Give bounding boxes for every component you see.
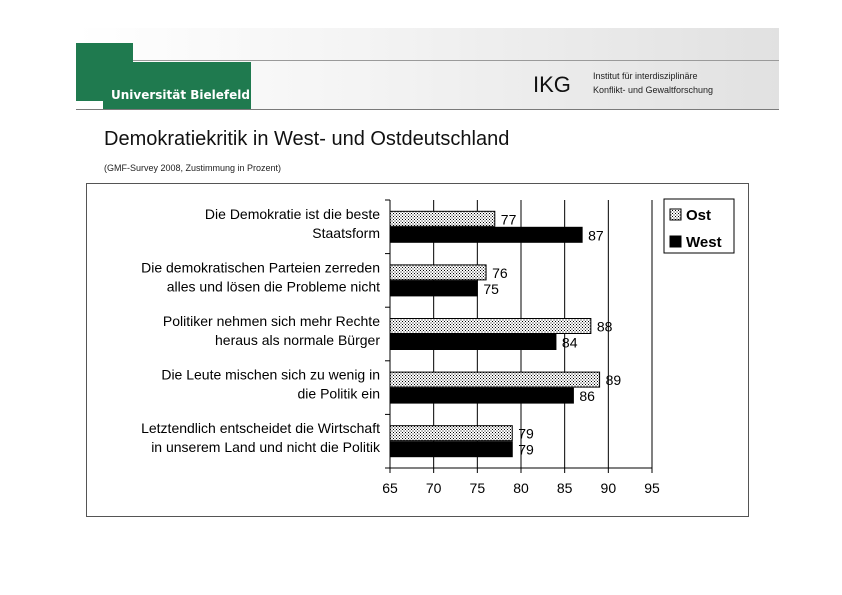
bar-west (390, 281, 477, 296)
legend-label: Ost (686, 207, 712, 224)
x-tick-label: 80 (513, 480, 529, 496)
bar-ost (390, 372, 600, 387)
slide-subtitle: (GMF-Survey 2008, Zustimmung in Prozent) (104, 163, 282, 173)
x-tick-label: 70 (425, 480, 442, 496)
category-label: Die Demokratie ist die beste (204, 205, 380, 222)
data-label: 86 (579, 388, 595, 405)
bar-ost (390, 319, 591, 334)
x-tick-label: 65 (382, 480, 398, 496)
data-label: 88 (596, 318, 613, 335)
bar-ost (390, 211, 495, 226)
data-label: 76 (492, 264, 508, 281)
x-tick-label: 95 (644, 480, 660, 496)
institute-name-line2: Konflikt- und Gewaltforschung (593, 85, 714, 95)
x-tick-label: 85 (556, 480, 573, 496)
category-label: heraus als normale Bürger (215, 332, 380, 348)
x-tick-label: 75 (469, 480, 486, 496)
data-label: 77 (500, 211, 517, 228)
bar-ost (390, 265, 486, 280)
university-logo-text: Universität Bielefeld (111, 88, 250, 102)
category-label: die Politik ein (297, 385, 380, 402)
category-label: in unserem Land und nicht die Politik (151, 439, 380, 456)
category-label: Staatsform (312, 224, 380, 241)
institute-name-line1: Institut für interdisziplinäre (593, 71, 698, 81)
data-label: 79 (518, 425, 534, 442)
bar-ost (390, 426, 512, 441)
legend-swatch-west (670, 236, 681, 247)
category-label: Die demokratischen Parteien zerreden (141, 259, 380, 276)
data-label: 87 (588, 227, 604, 244)
bar-west (390, 442, 512, 457)
bar-west (390, 388, 573, 403)
data-label: 89 (605, 372, 622, 389)
data-label: 84 (561, 334, 578, 351)
data-label: 75 (483, 280, 499, 297)
bar-west (390, 227, 582, 242)
data-label: 79 (518, 441, 534, 458)
x-tick-label: 90 (600, 480, 617, 496)
bar-west (390, 335, 556, 350)
legend-swatch-ost (670, 209, 681, 220)
category-label: Die Leute mischen sich zu wenig in (161, 366, 380, 383)
category-label: alles und lösen die Probleme nicht (166, 278, 380, 295)
institute-acronym: IKG (533, 72, 571, 97)
category-label: Letztendlich entscheidet die Wirtschaft (141, 420, 380, 437)
slide-title: Demokratiekritik in West- und Ostdeutschland (104, 128, 510, 150)
category-label: Politiker nehmen sich mehr Rechte (162, 313, 380, 329)
legend-label: West (686, 234, 722, 251)
